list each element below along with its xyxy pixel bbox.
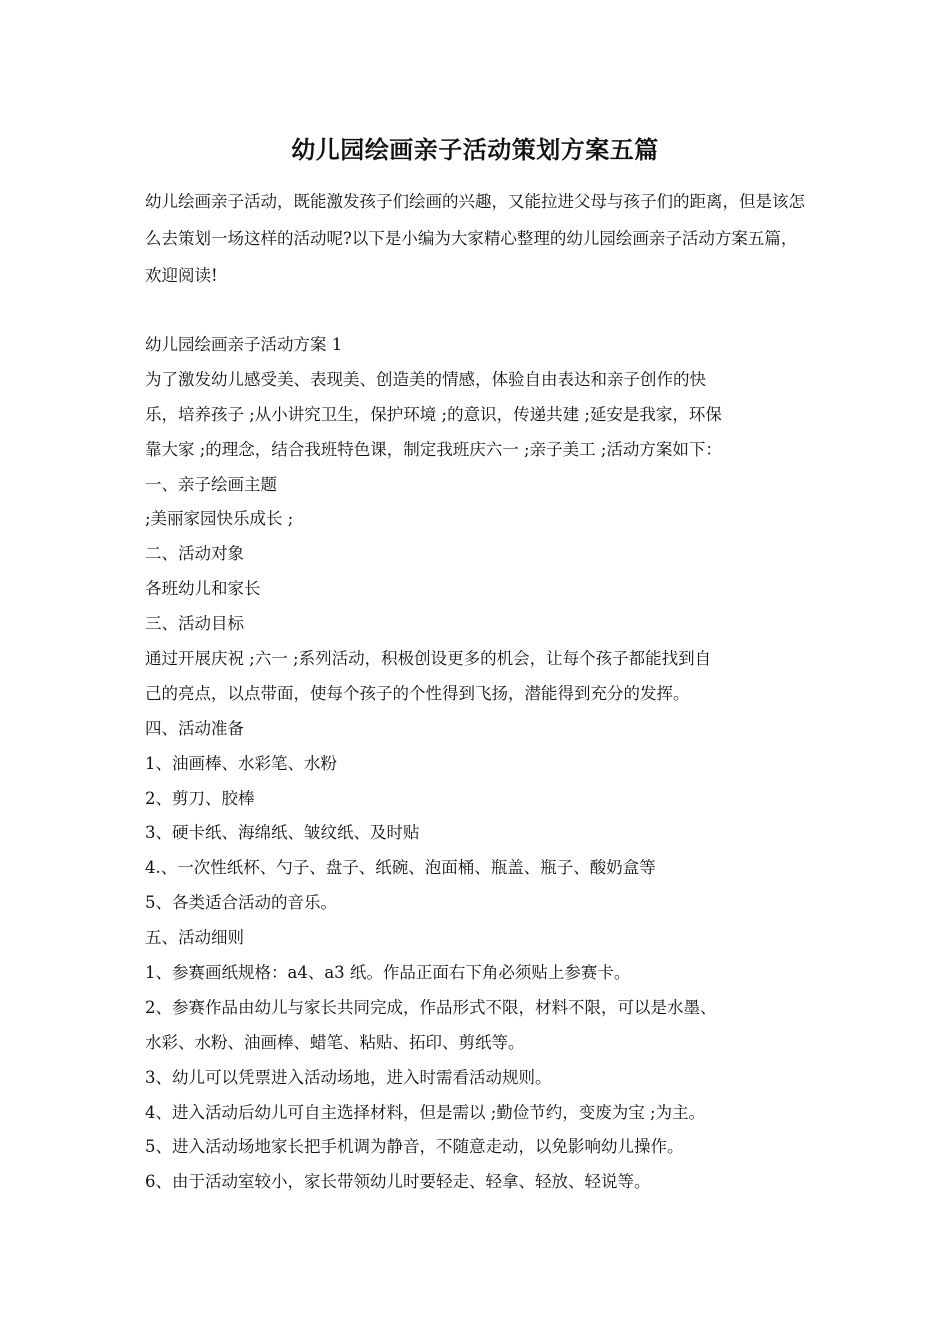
text-line: 通过开展庆祝 ;六一 ;系列活动，积极创设更多的机会，让每个孩子都能找到自 bbox=[145, 649, 712, 669]
text-line: 乐，培养孩子 ;从小讲究卫生，保护环境 ;的意识，传递共建 ;延安是我家，环保 bbox=[145, 404, 722, 424]
text-line: 水彩、水粉、油画棒、蜡笔、粘贴、拓印、剪纸等。 bbox=[145, 1032, 525, 1052]
section-heading: 一、亲子绘画主题 bbox=[145, 474, 277, 494]
list-item: 5、各类适合活动的音乐。 bbox=[145, 893, 337, 913]
text-line: 靠大家 ;的理念，结合我班特色课，制定我班庆六一 ;亲子美工 ;活动方案如下： bbox=[145, 439, 722, 459]
list-item: 5、进入活动场地家长把手机调为静音，不随意走动，以免影响幼儿操作。 bbox=[145, 1137, 684, 1157]
text-line: 为了激发幼儿感受美、表现美、创造美的情感，体验自由表达和亲子创作的快 bbox=[145, 369, 706, 389]
list-item: 4.、一次性纸杯、勺子、盘子、纸碗、泡面桶、瓶盖、瓶子、酸奶盒等 bbox=[145, 858, 656, 878]
text-line: ;美丽家园快乐成长 ; bbox=[145, 509, 294, 529]
text-line: 己的亮点，以点带面，使每个孩子的个性得到飞扬，潜能得到充分的发挥。 bbox=[145, 683, 690, 703]
section-heading: 三、活动目标 bbox=[145, 614, 244, 634]
list-item: 4、进入活动后幼儿可自主选择材料，但是需以 ;勤俭节约，变废为宝 ;为主。 bbox=[145, 1102, 706, 1122]
section-heading: 幼儿园绘画亲子活动方案 1 bbox=[145, 335, 343, 354]
list-item: 2、参赛作品由幼儿与家长共同完成，作品形式不限，材料不限，可以是水墨、 bbox=[145, 997, 717, 1017]
intro-paragraph: 幼儿绘画亲子活动，既能激发孩子们绘画的兴趣，又能拉进父母与孩子们的距离，但是该怎么去策划一场这样的活动呢?以下是小编为大家精心整理的幼儿园绘画亲子活动方案五篇，欢迎阅读! bbox=[145, 192, 805, 285]
text-line: 各班幼儿和家长 bbox=[145, 579, 261, 599]
list-item: 6、由于活动室较小，家长带领幼儿时要轻走、轻拿、轻放、轻说等。 bbox=[145, 1172, 651, 1192]
section-heading: 二、活动对象 bbox=[145, 544, 244, 564]
document-body bbox=[145, 328, 810, 1200]
list-item: 1、油画棒、水彩笔、水粉 bbox=[145, 753, 337, 773]
document-title: 幼儿园绘画亲子活动策划方案五篇 bbox=[291, 135, 659, 164]
list-item: 1、参赛画纸规格：a4、a3 纸。作品正面右下角必须贴上参赛卡。 bbox=[145, 963, 631, 983]
section-heading: 四、活动准备 bbox=[145, 718, 244, 738]
list-item: 3、幼儿可以凭票进入活动场地，进入时需看活动规则。 bbox=[145, 1067, 552, 1087]
list-item: 2、剪刀、胶棒 bbox=[145, 788, 255, 808]
section-heading: 五、活动细则 bbox=[145, 928, 244, 948]
list-item: 3、硬卡纸、海绵纸、皱纹纸、及时贴 bbox=[145, 823, 420, 843]
